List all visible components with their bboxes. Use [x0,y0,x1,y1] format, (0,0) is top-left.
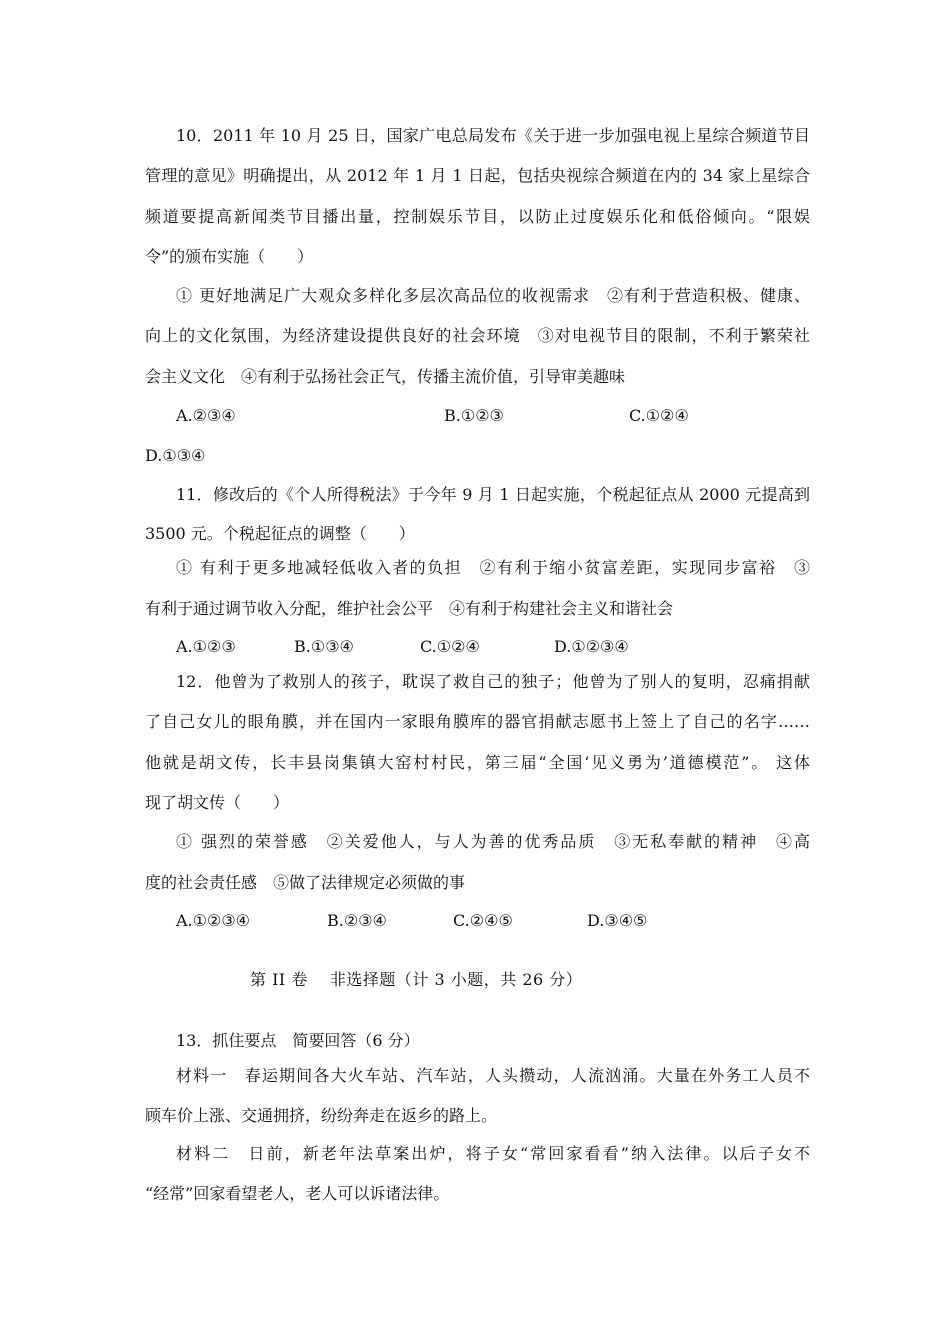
q10-line-3: 频道要提高新闻类节目播出量，控制娱乐节目，以防止过度娱乐化和低俗倾向。“限娱 [145,207,810,226]
q12-line-3: 他就是胡文传，长丰县岗集镇大窑村村民，第三届“全国‘见义勇为’道德模范”。 这体 [145,753,810,772]
q11-line-2: 3500 元。个税起征点的调整（ ） [145,524,415,543]
q12-option-a[interactable]: A.①②③④ [176,911,251,930]
q10-option-d[interactable]: D.①③④ [145,446,206,465]
q10-option-a[interactable]: A.②③④ [176,406,236,425]
q10-line-4: 令”的颁布实施（ ） [145,247,314,266]
q12-line-2: 了自己女儿的眼角膜，并在国内一家眼角膜库的器官捐献志愿书上签上了自己的名字…… [145,712,810,731]
q11-option-a[interactable]: A.①②③ [176,637,236,656]
q12-line-6: 度的社会责任感 ⑤做了法律规定必须做的事 [145,873,466,892]
q10-line-6: 向上的文化氛围，为经济建设提供良好的社会环境 ③对电视节目的限制，不利于繁荣社 [145,326,810,345]
q12-line-1: 12．他曾为了救别人的孩子，耽误了救自己的独子；他曾为了别人的复明，忍痛捐献 [176,672,810,691]
q13-material-1-line-2: 顾车价上涨、交通拥挤，纷纷奔走在返乡的路上。 [145,1106,498,1125]
q10-line-2: 管理的意见》明确提出，从 2012 年 1 月 1 日起，包括央视综合频道在内的 34 家上星综合 [145,166,810,185]
q11-line-4: 有利于通过调节收入分配，维护社会公平 ④有利于构建社会主义和谐社会 [145,599,674,618]
q10-option-c[interactable]: C.①②④ [629,406,689,425]
q13-material-1-line-1: 材料一 春运期间各大火车站、汽车站，人头攒动，人流汹涌。大量在外务工人员不 [176,1066,810,1085]
q11-line-3: ① 有利于更多地减轻低收入者的负担 ②有利于缩小贫富差距，实现同步富裕 ③ [176,558,810,577]
q13-material-2-line-2: “经常”回家看望老人，老人可以诉诸法律。 [145,1184,450,1203]
q13-title: 13．抓住要点 简要回答（6 分） [176,1031,420,1050]
q12-option-b[interactable]: B.②③④ [327,911,387,930]
q11-option-d[interactable]: D.①②③④ [554,637,629,656]
q11-option-b[interactable]: B.①③④ [294,637,354,656]
q12-line-5: ① 强烈的荣誉感 ②关爱他人，与人为善的优秀品质 ③无私奉献的精神 ④高 [176,832,810,851]
q12-option-d[interactable]: D.③④⑤ [587,911,648,930]
q10-line-5: ① 更好地满足广大观众多样化多层次高品位的收视需求 ②有利于营造积极、健康、 [176,286,810,305]
q13-material-2-line-1: 材料二 日前，新老年法草案出炉，将子女“常回家看看”纳入法律。以后子女不 [176,1144,810,1163]
q11-line-1: 11．修改后的《个人所得税法》于今年 9 月 1 日起实施，个税起征点从 2000 元提高到 [176,485,810,504]
section-2-heading: 第 II 卷 非选择题（计 3 小题，共 26 分） [250,970,583,989]
q10-line-1: 10．2011 年 10 月 25 日，国家广电总局发布《关于进一步加强电视上星综合频道节目 [176,126,810,145]
q11-option-c[interactable]: C.①②④ [420,637,480,656]
q12-line-4: 现了胡文传（ ） [145,793,290,812]
q12-option-c[interactable]: C.②④⑤ [453,911,513,930]
q10-line-7: 会主义文化 ④有利于弘扬社会正气，传播主流价值，引导审美趣味 [145,367,626,386]
q10-option-b[interactable]: B.①②③ [444,406,504,425]
